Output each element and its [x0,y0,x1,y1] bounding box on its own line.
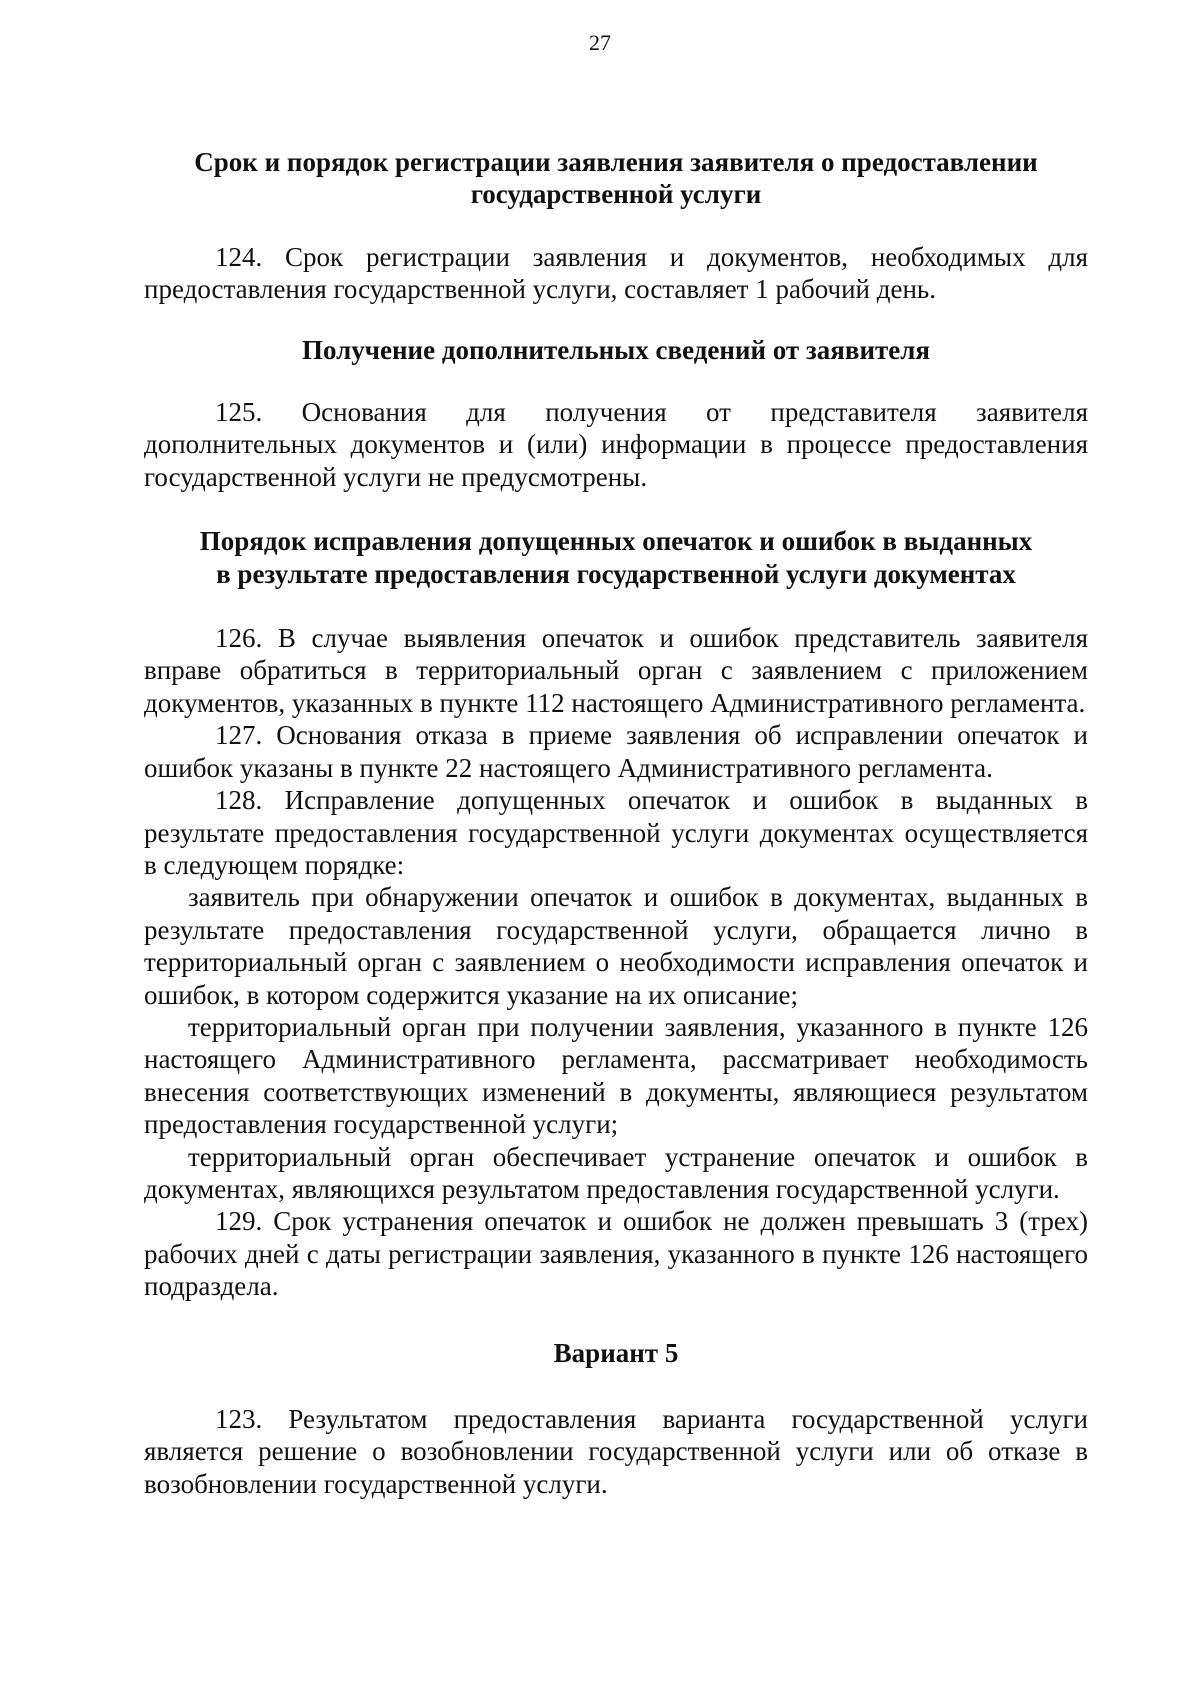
section-heading-corrections [144,525,1088,590]
heading-line: государственной услуги [470,179,762,210]
heading-line: Порядок исправления допущенных опечаток и ошибок в выданных [199,526,1033,557]
list-item-review: территориальный орган при получении заявления, указанного в пункте 126 настоящего Административного регламента, рассматривает необходимость внесения соответствующих изменений в документы, являющиеся результатом предоставления государственной услуги; [144,1011,1088,1140]
paragraph-128: 128. Исправление допущенных опечаток и ошибок в выданных в результате предоставления государственной услуги документах осуществляется в следующем порядке: [144,785,1088,880]
list-item-correction: территориальный орган обеспечивает устранение опечаток и ошибок в документах, являющихся результатом предоставления государственной услуги. [144,1141,1088,1204]
section-heading-variant-5 [144,1337,1088,1369]
section-heading-registration [144,146,1088,211]
heading-line: Получение дополнительных сведений от заявителя [301,334,931,365]
paragraph-126: 126. В случае выявления опечаток и ошибок представитель заявителя вправе обратиться в территориальный орган с заявлением с приложением документов, указанных в пункте 112 настоящего Административного регламента. [144,623,1088,718]
paragraph-127: 127. Основания отказа в приеме заявления об исправлении опечаток и ошибок указаны в пункте 22 настоящего Административного регламента. [144,720,1088,783]
page-number: 27 [589,30,611,55]
heading-line: в результате предоставления государственной услуги документах [216,558,1016,589]
heading-line: Вариант 5 [553,1337,679,1368]
heading-line: Срок и порядок регистрации заявления заявителя о предоставлении [194,147,1038,177]
paragraph-125: 125. Основания для получения от представителя заявителя дополнительных документов и (или) информации в процессе предоставления государственной услуги не предусмотрены. [144,397,1088,492]
document-body [144,146,1088,1500]
paragraph-123: 123. Результатом предоставления варианта государственной услуги является решение о возобновлении государственной услуги или об отказе в возобновлении государственной услуги. [144,1404,1088,1499]
section-heading-additional-info [144,334,1088,366]
list-item-applicant: заявитель при обнаружении опечаток и ошибок в документах, выданных в результате предоставления государственной услуги, обращается лично в территориальный орган с заявлением о необходимости исправления опечаток и ошибок, в котором содержится указание на их описание; [144,882,1088,1010]
paragraph-124: 124. Срок регистрации заявления и документов, необходимых для предоставления государственной услуги, составляет 1 рабочий день. [144,241,1088,305]
paragraph-129: 129. Срок устранения опечаток и ошибок не должен превышать 3 (трех) рабочих дней с даты регистрации заявления, указанного в пункте 126 настоящего подраздела. [144,1206,1088,1302]
